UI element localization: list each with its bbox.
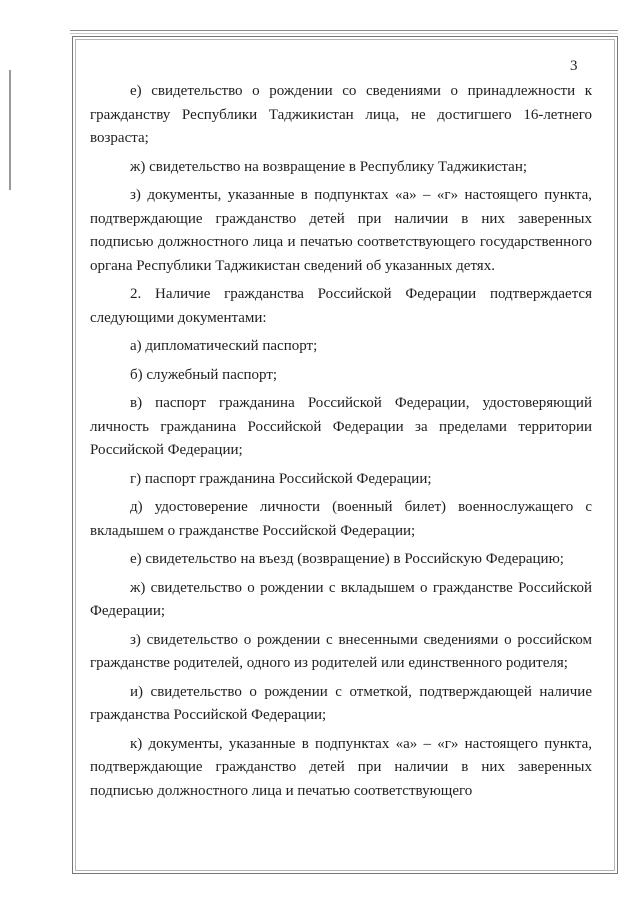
paragraph-k-children-documents: к) документы, указанные в подпунктах «а» – «г» настоящего пункта, подтверждающие гражданство детей при наличии в них заверенных подписью должностного лица и печатью соответствующего [90,735,592,799]
scan-top-line [70,30,618,34]
paragraph-a-diplomatic-passport: а) дипломатический паспорт; [130,338,318,354]
paragraph-z-children-documents: з) документы, указанные в подпунктах «а» – «г» настоящего пункта, подтверждающие гражданство детей при наличии в них заверенных подписью должностного лица и печатью соответствующего государственного органа Республики Таджикистан сведений об указанных детях. [90,187,592,274]
paragraph-i-birth-certificate-mark: и) свидетельство о рождении с отметкой, подтверждающей наличие гражданства Российской Федерации; [90,683,592,723]
document-body [90,80,592,808]
paragraph-2-russian-citizenship: 2. Наличие гражданства Российской Федерации подтверждается следующими документами: [90,286,592,326]
paragraph-g-internal-passport: г) паспорт гражданина Российской Федерации; [130,470,432,487]
paragraph-zh-return-certificate: ж) свидетельство на возвращение в Республику Таджикистан; [130,158,528,175]
paragraph-zh-birth-certificate-insert: ж) свидетельство о рождении с вкладышем о гражданстве Российской Федерации; [90,579,592,619]
page-number: 3 [570,58,578,74]
paragraph-z-birth-certificate-parents: з) свидетельство о рождении с внесенными сведениями о российском гражданстве родителей, одного из родителей или единственного родителя; [90,631,592,671]
paragraph-d-military-id: д) удостоверение личности (военный билет) военнослужащего с вкладышем о гражданстве Российской Федерации; [90,499,592,539]
paragraph-e-tajik-birth-certificate: е) свидетельство о рождении со сведениями о принадлежности к гражданству Республики Таджикистан лица, не достигшего 16-летнего возраста; [90,83,592,146]
paragraph-e-entry-certificate: е) свидетельство на въезд (возвращение) в Российскую Федерацию; [130,551,564,567]
paragraph-v-foreign-passport: в) паспорт гражданина Российской Федерации, удостоверяющий личность гражданина Российской Федерации за пределами территории Российской Федерации; [90,395,592,458]
paragraph-b-service-passport: б) служебный паспорт; [130,366,278,383]
scan-left-edge-mark [9,70,11,190]
